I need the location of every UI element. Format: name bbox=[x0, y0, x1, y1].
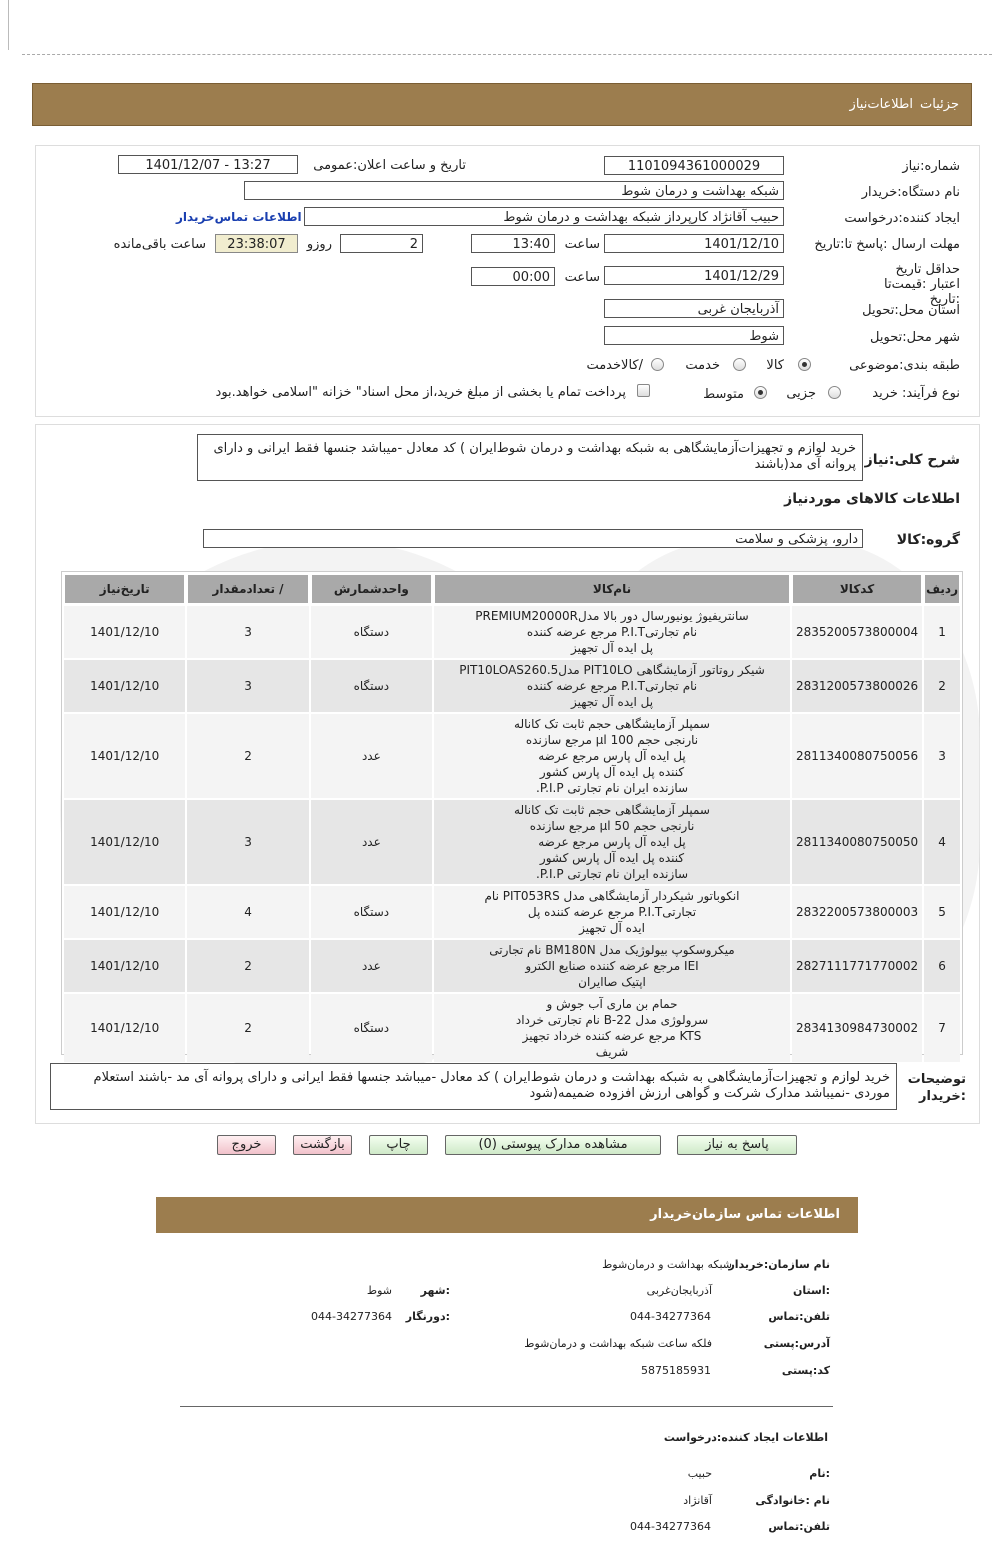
table-row bbox=[64, 994, 960, 1062]
creator-name-value: حبیب bbox=[687, 1467, 712, 1480]
exit-button[interactable]: خروج bbox=[217, 1135, 276, 1155]
cell-row: 3 bbox=[924, 714, 960, 798]
process-option-medium: متوسط bbox=[703, 387, 744, 402]
address-label: آدرس:پستی bbox=[763, 1337, 830, 1350]
fax-value: 044-34277364 bbox=[311, 1310, 392, 1323]
cell-name-line: سمپلر آزمایشگاهی حجم ثابت تک کاناله bbox=[514, 717, 710, 731]
cell-name-line: میکروسکوپ بیولوژیک مدل BM180N نام تجارتی bbox=[489, 943, 735, 957]
cell-date: 1401/12/10 bbox=[64, 994, 185, 1062]
cell-name-line: سازنده ایران نام تجارتی P.I.P. bbox=[535, 781, 689, 795]
cell-name-line: سانتریفیوژ یونیورسال دور بالا مدلPREMIUM20000R bbox=[475, 609, 749, 623]
cell-date: 1401/12/10 bbox=[64, 800, 185, 884]
city-contact-label: :شهر bbox=[420, 1284, 450, 1297]
cell-name bbox=[434, 606, 790, 658]
category-radio-service[interactable] bbox=[733, 358, 746, 371]
cell-name-line: انکوباتور شیکردار آزمایشگاهی مدل PIT053RS نام bbox=[484, 889, 740, 903]
cell-unit: دستگاه bbox=[311, 660, 432, 712]
buyer-label: نام دستگاه:خریدار bbox=[861, 185, 960, 200]
category-label: طبقه بندی:موضوعی bbox=[849, 358, 960, 373]
buyer-contact-link[interactable]: اطلاعات تماس‌خریدار bbox=[176, 210, 302, 224]
cell-name bbox=[434, 800, 790, 884]
category-option-service: خدمت bbox=[685, 358, 720, 373]
cell-name-line: سمپلر آزمایشگاهی حجم ثابت تک کاناله bbox=[514, 803, 710, 817]
cell-unit: دستگاه bbox=[311, 886, 432, 938]
postal-value: 5875185931 bbox=[641, 1364, 711, 1377]
validity-time-label: ساعت bbox=[564, 270, 600, 285]
cell-name-line: سرولوژی مدل B-22 نام تجارتی خرداد bbox=[515, 1013, 709, 1027]
cell-unit: عدد bbox=[311, 940, 432, 992]
cell-unit: دستگاه bbox=[311, 994, 432, 1062]
cell-name-line: نام تجارتیP.I.T مرجع عرضه کننده bbox=[526, 679, 698, 693]
cell-code: 2835200573800004 bbox=[792, 606, 922, 658]
process-radio-medium[interactable] bbox=[754, 386, 767, 399]
cell-name-line: نارنجی حجم µl 50 مرجع سازنده bbox=[529, 819, 695, 833]
province-label: استان محل:تحویل bbox=[862, 303, 960, 318]
days-label: روزو bbox=[306, 237, 332, 252]
cell-row: 1 bbox=[924, 606, 960, 658]
col-name: نام‌کالا bbox=[434, 574, 790, 604]
province-field[interactable]: آذربایجان غربی bbox=[604, 299, 784, 318]
deadline-time-field[interactable]: 13:40 bbox=[471, 234, 555, 253]
city-contact-value: شوط bbox=[366, 1284, 392, 1297]
buyer-field[interactable]: شبکه بهداشت و درمان شوط bbox=[244, 181, 784, 200]
cell-code: 2811340080750056 bbox=[792, 714, 922, 798]
remaining-label: ساعت باقی‌مانده bbox=[113, 237, 206, 252]
announce-label: تاریخ و ساعت اعلان:عمومی bbox=[313, 158, 466, 173]
col-row: ردیف bbox=[924, 574, 960, 604]
process-option-minor: جزیی bbox=[786, 386, 816, 401]
cell-qty: 3 bbox=[187, 800, 308, 884]
reply-button[interactable]: پاسخ به نیاز bbox=[677, 1135, 797, 1155]
cell-qty: 2 bbox=[187, 994, 308, 1062]
cell-row: 7 bbox=[924, 994, 960, 1062]
creator-field[interactable]: حبیب آقانژاد کارپرداز شبکه بهداشت و درمان شوط bbox=[304, 207, 784, 226]
cell-name-line: سازنده ایران نام تجارتی P.I.P. bbox=[535, 867, 689, 881]
cell-name-line: IEI مرجع عرضه کننده صنایع الکترو bbox=[525, 959, 699, 973]
cell-name bbox=[434, 660, 790, 712]
fax-label: :دورنگار bbox=[405, 1310, 450, 1323]
cell-name-line: KTS مرجع عرضه کننده خرداد تجهیز bbox=[522, 1029, 702, 1043]
cell-name-line: ایده آل تجهیز bbox=[579, 921, 645, 935]
col-code: کدکالا bbox=[792, 574, 922, 604]
cell-qty: 3 bbox=[187, 606, 308, 658]
category-radio-goods-service[interactable] bbox=[651, 358, 664, 371]
deadline-label: مهلت ارسال :پاسخ تا:تاریخ bbox=[814, 237, 960, 252]
view-attachments-button[interactable]: مشاهده مدارک پیوستی (0) bbox=[445, 1135, 661, 1155]
tab-need-info[interactable]: اطلاعات‌نیاز bbox=[849, 97, 913, 112]
cell-qty: 2 bbox=[187, 714, 308, 798]
cell-name-line: کننده پل ایده آل پارس کشور bbox=[539, 765, 685, 779]
category-option-goods: کالا bbox=[766, 358, 784, 373]
treasury-payment-note: پرداخت تمام یا بخشی از مبلغ خرید،از محل اسناد" خزانه "اسلامی خواهد.بود bbox=[215, 385, 626, 400]
creator-family-label: نام :خانوادگی bbox=[755, 1494, 830, 1507]
need-number-field[interactable]: 1101094361000029 bbox=[604, 156, 784, 175]
cell-name-line: اپتیک صاایران bbox=[578, 975, 646, 989]
cell-name-line: تجارتیP.I.T مرجع عرضه کننده پل bbox=[527, 905, 697, 919]
table-row bbox=[64, 886, 960, 938]
items-table-container bbox=[61, 571, 963, 1059]
cell-name-line: کننده پل ایده آل پارس کشور bbox=[539, 851, 685, 865]
goods-group-label: گروه:کالا bbox=[896, 532, 960, 548]
creator-family-value: آقانژاد bbox=[683, 1494, 712, 1507]
table-row bbox=[64, 660, 960, 712]
cell-name-line: پل ایده آل پارس مرجع عرضه bbox=[538, 835, 686, 849]
creator-name-label: :نام bbox=[809, 1467, 830, 1480]
cell-unit: دستگاه bbox=[311, 606, 432, 658]
cell-name-line: نارنجی حجم µl 100 مرجع سازنده bbox=[525, 733, 699, 747]
cell-name-line: حمام بن ماری آب جوش و bbox=[546, 997, 678, 1011]
cell-name-line: شیکر روتاتور آزمایشگاهی PIT10LO مدلPIT10LOAS260.5 bbox=[459, 663, 765, 677]
need-number-label: شماره:نیاز bbox=[902, 159, 960, 174]
cell-code: 2834130984730002 bbox=[792, 994, 922, 1062]
back-button[interactable]: بازگشت bbox=[293, 1135, 352, 1155]
validity-label: حداقل تاریخ اعتبار :قیمت‌تا :تاریخ bbox=[884, 262, 960, 307]
city-field[interactable]: شوط bbox=[604, 326, 784, 345]
cell-date: 1401/12/10 bbox=[64, 886, 185, 938]
items-table bbox=[62, 572, 962, 1064]
cell-code: 2831200573800026 bbox=[792, 660, 922, 712]
announce-datetime-field[interactable]: 1401/12/07 - 13:27 bbox=[118, 155, 298, 174]
table-row bbox=[64, 606, 960, 658]
address-value: فلکه ساعت شبکه بهداشت و درمان‌شوط bbox=[524, 1337, 712, 1350]
cell-qty: 4 bbox=[187, 886, 308, 938]
cell-code: 2832200573800003 bbox=[792, 886, 922, 938]
table-row bbox=[64, 714, 960, 798]
category-radio-goods[interactable] bbox=[798, 358, 811, 371]
cell-date: 1401/12/10 bbox=[64, 714, 185, 798]
deadline-time-label: ساعت bbox=[564, 237, 600, 252]
col-qty: / تعدادمقدار bbox=[187, 574, 308, 604]
cell-row: 5 bbox=[924, 886, 960, 938]
cell-name-line: پل ایده آل پارس مرجع عرضه bbox=[538, 749, 686, 763]
buyer-contact-title: اطلاعات تماس سازمان‌خریدار bbox=[650, 1207, 840, 1222]
province-contact-label: :استان bbox=[793, 1284, 830, 1297]
cell-name-line: پل ایده آل تجهیز bbox=[570, 695, 654, 709]
days-field[interactable]: 2 bbox=[340, 234, 423, 253]
cell-name bbox=[434, 714, 790, 798]
cell-unit: عدد bbox=[311, 800, 432, 884]
category-option-goods-service: /کالاخدمت bbox=[586, 358, 643, 373]
org-value: شبکه بهداشت و درمان‌شوط bbox=[602, 1258, 732, 1271]
phone-label: تلفن:تماس bbox=[768, 1310, 830, 1323]
creator-phone-value: 044-34277364 bbox=[630, 1520, 711, 1533]
deadline-date-field[interactable]: 1401/12/10 bbox=[604, 234, 784, 253]
cell-date: 1401/12/10 bbox=[64, 606, 185, 658]
buyer-notes-label: توضیحات :خریدار bbox=[907, 1072, 966, 1104]
cell-name bbox=[434, 994, 790, 1062]
buyer-contact-header bbox=[156, 1197, 858, 1233]
remaining-time-field: 23:38:07 bbox=[215, 234, 298, 253]
cell-row: 2 bbox=[924, 660, 960, 712]
goods-group-field[interactable]: دارو، پزشکی و سلامت bbox=[203, 529, 863, 548]
goods-info-title: اطلاعات کالاهای موردنیاز bbox=[784, 491, 960, 507]
province-contact-value: آذربایجان‌غربی bbox=[646, 1284, 712, 1297]
creator-phone-label: تلفن:تماس bbox=[768, 1520, 830, 1533]
cell-name-line: نام تجارتیP.I.T مرجع عرضه کننده bbox=[526, 625, 698, 639]
cell-row: 6 bbox=[924, 940, 960, 992]
col-date: تاریخ‌نیاز bbox=[64, 574, 185, 604]
cell-name-line: شریف bbox=[595, 1045, 629, 1059]
cell-qty: 2 bbox=[187, 940, 308, 992]
cell-code: 2827111771770002 bbox=[792, 940, 922, 992]
validity-date-field[interactable]: 1401/12/29 bbox=[604, 266, 784, 285]
table-row bbox=[64, 940, 960, 992]
tab-details[interactable]: جزئیات bbox=[920, 97, 959, 112]
buyer-notes-box: خرید لوازم و تجهیزات‌آزمایشگاهی به شبکه بهداشت و درمان شوط‌ایران ) کد معادل -میباشد جنسها فقط ایرانی و دارای پروانه آی مد -باشند استعلام موردی -نمیباشد مدارک شرکت و گواهی ارزش افزوده ضمیمه(شود bbox=[50, 1063, 897, 1110]
page-title-bar bbox=[32, 83, 972, 126]
org-label: نام سازمان:خریدار bbox=[728, 1258, 830, 1271]
cell-name bbox=[434, 886, 790, 938]
cell-name bbox=[434, 940, 790, 992]
cell-code: 2811340080750050 bbox=[792, 800, 922, 884]
table-row bbox=[64, 800, 960, 884]
process-label: نوع فرآیند: خرید bbox=[872, 386, 960, 401]
contact-divider bbox=[180, 1406, 833, 1407]
treasury-payment-checkbox[interactable] bbox=[637, 384, 650, 397]
cell-date: 1401/12/10 bbox=[64, 940, 185, 992]
city-label: شهر محل:تحویل bbox=[870, 330, 960, 345]
cell-name-line: پل ایده آل تجهیز bbox=[570, 641, 654, 655]
phone-value: 044-34277364 bbox=[630, 1310, 711, 1323]
cell-unit: عدد bbox=[311, 714, 432, 798]
summary-label: شرح کلی:نیاز bbox=[864, 452, 960, 468]
summary-text-box: خرید لوازم و تجهیزات‌آزمایشگاهی به شبکه بهداشت و درمان شوط‌ایران ) کد معادل -میباشد جنسها فقط ایرانی و دارای پروانه آی مد(باشند bbox=[197, 434, 863, 481]
print-button[interactable]: چاپ bbox=[369, 1135, 428, 1155]
cell-row: 4 bbox=[924, 800, 960, 884]
postal-label: کد:پستی bbox=[781, 1364, 830, 1377]
creator-info-title: اطلاعات ایجاد کننده:درخواست bbox=[663, 1431, 828, 1444]
process-radio-minor[interactable] bbox=[828, 386, 841, 399]
col-unit: واحدشمارش bbox=[311, 574, 432, 604]
cell-date: 1401/12/10 bbox=[64, 660, 185, 712]
top-divider bbox=[22, 54, 992, 55]
cell-qty: 3 bbox=[187, 660, 308, 712]
left-border-line bbox=[8, 0, 9, 50]
creator-label: ایجاد کننده:درخواست bbox=[844, 211, 960, 226]
validity-time-field[interactable]: 00:00 bbox=[471, 267, 555, 286]
